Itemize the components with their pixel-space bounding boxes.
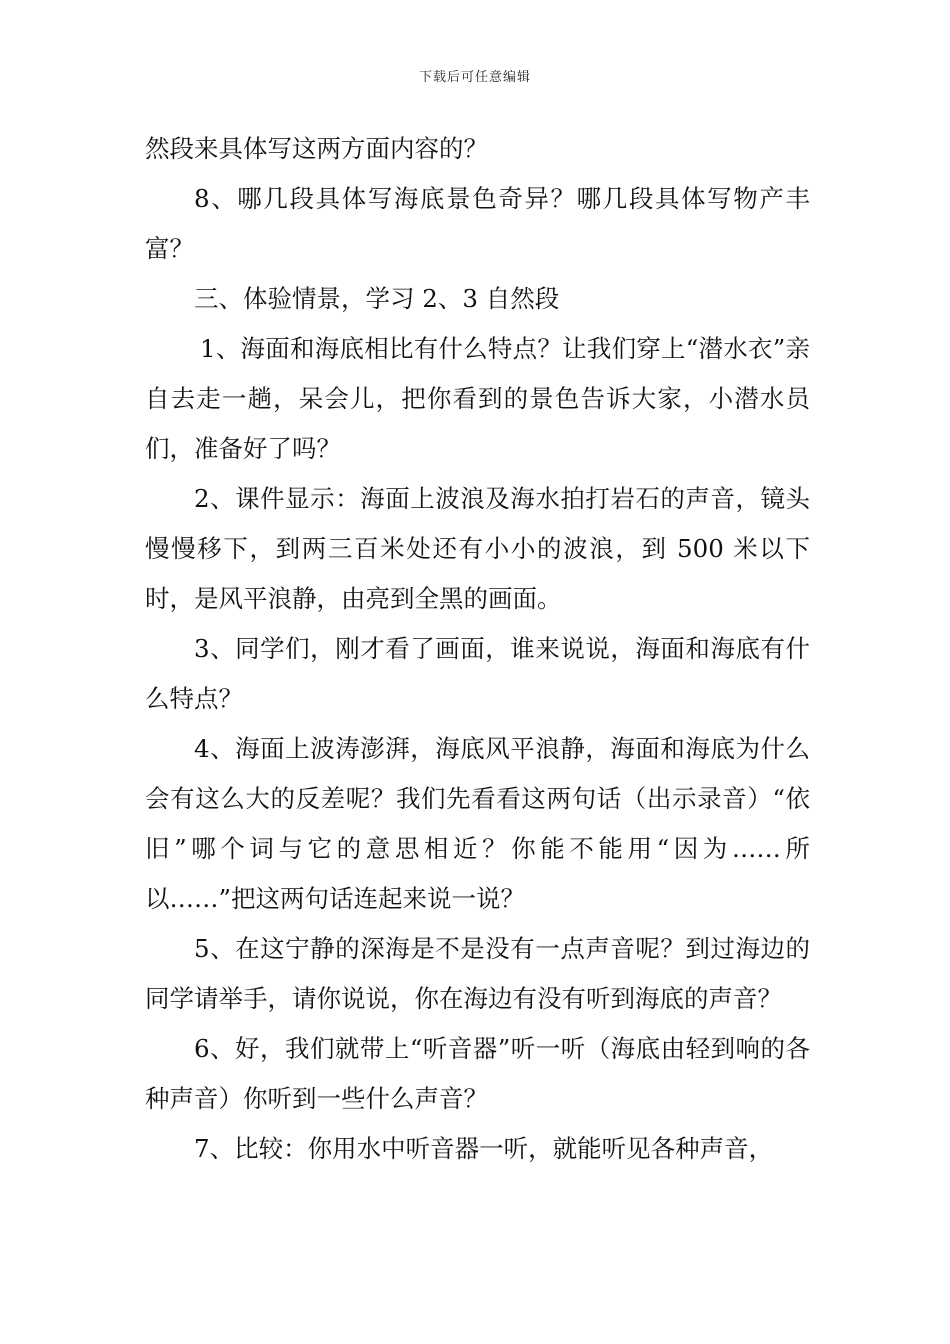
section-heading-3: 三、体验情景，学习 2、3 自然段 [194, 284, 560, 313]
paragraph-item-1: 1、海面和海底相比有什么特点？让我们穿上“潜水衣”亲自去走一趟，呆会儿，把你看到的景色告诉大家，小潜水员们，准备好了吗？ [145, 334, 810, 463]
paragraph-item-2: 2、课件显示：海面上波浪及海水拍打岩石的声音，镜头慢慢移下，到两三百米处还有小小的波浪，到 500 米以下时，是风平浪静，由亮到全黑的画面。 [145, 484, 810, 613]
paragraph-continuation: 然段来具体写这两方面内容的？ [145, 134, 488, 163]
paragraph-item-7: 7、比较：你用水中听音器一听，就能听见各种声音， [194, 1134, 774, 1163]
body-text [145, 124, 810, 1174]
paragraph-item-4: 4、海面上波涛澎湃，海底风平浪静，海面和海底为什么会有这么大的反差呢？我们先看看这两句话（出示录音）“依旧”哪个词与它的意思相近？你能不能用“因为……所以……”把这两句话连起来说一说？ [145, 734, 810, 913]
page-header: 下载后可任意编辑 [418, 70, 531, 85]
paragraph-item-3: 3、同学们，刚才看了画面，谁来说说，海面和海底有什么特点？ [145, 634, 810, 713]
paragraph-item-5: 5、在这宁静的深海是不是没有一点声音呢？到过海边的同学请举手，请你说说，你在海边有没有听到海底的声音？ [145, 934, 810, 1013]
paragraph-item-6: 6、好，我们就带上“听音器”听一听（海底由轻到响的各种声音）你听到一些什么声音？ [145, 1034, 810, 1113]
paragraph-item-8: 8、哪几段具体写海底景色奇异？哪几段具体写物产丰富？ [145, 184, 810, 263]
